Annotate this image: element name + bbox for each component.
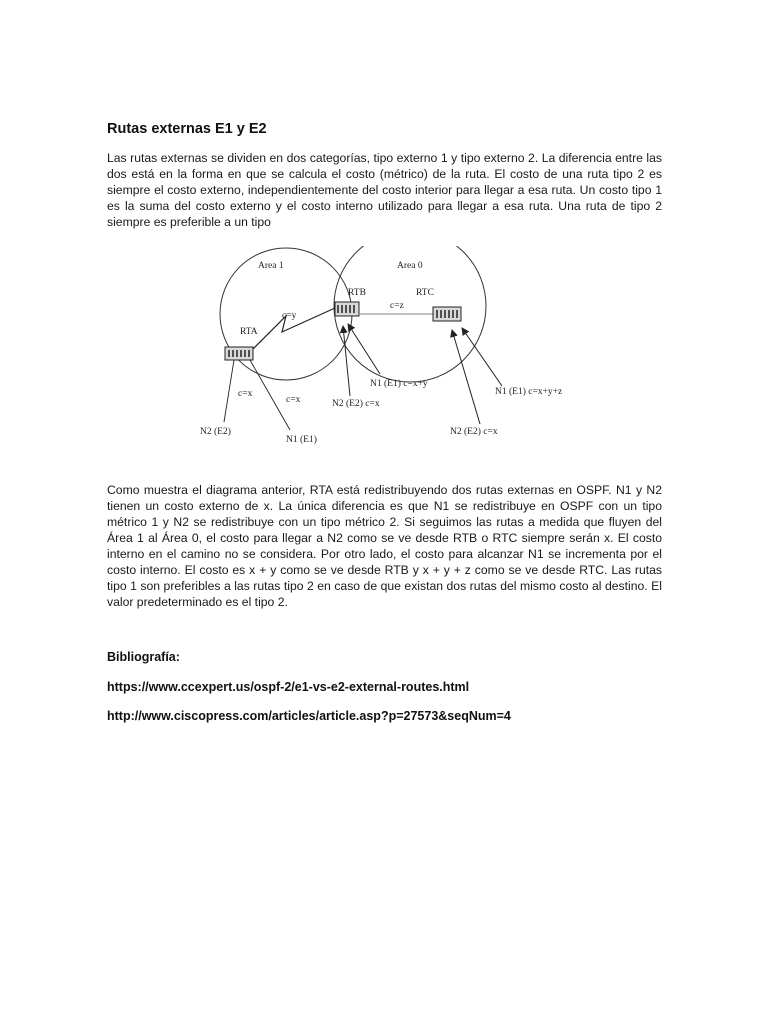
bibliography-link-ccexpert[interactable]: https://www.ccexpert.us/ospf-2/e1-vs-e2-external-routes.html — [107, 680, 470, 694]
n2-arrow-rtb — [343, 326, 350, 396]
rtb-label: RTB — [348, 288, 366, 298]
rtb-router-icon — [335, 302, 359, 316]
n1-line-rta — [250, 360, 290, 430]
cost-x-right-label: c=x — [286, 395, 301, 405]
rtc-label: RTC — [416, 288, 434, 298]
n2-rtc-label: N2 (E2) c=x — [450, 427, 498, 437]
rta-label: RTA — [240, 327, 258, 337]
cost-x-left-label: c=x — [238, 389, 253, 399]
intro-paragraph: Las rutas externas se dividen en dos categorías, tipo externo 1 y tipo externo 2. La diferencia entre las dos está en la forma en que se calcula el costo (métrico) de la ruta. El costo de una ruta tipo 2 es siempre el costo externo, independientemente del costo interior para llegar a esa ruta. Un costo tipo 1 es la suma del costo externo y el costo interno utilizado para llegar a esa ruta. Una ruta de tipo 2 siempre es preferible a un tipo — [107, 151, 662, 229]
ospf-external-routes-diagram — [190, 246, 590, 451]
rtc-router-icon — [433, 307, 461, 321]
cost-z-label: c=z — [390, 301, 404, 311]
n1-rtb-label: N1 (E1) c=x+y — [370, 379, 428, 389]
explanation-paragraph: Como muestra el diagrama anterior, RTA está redistribuyendo dos rutas externas en OSPF. N1 y N2 tienen un costo externo de x. La única diferencia es que N1 se redistribuye en OSPF con un tipo métrico 1 y N2 se redistribuye con un tipo métrico 2. Si seguimos las rutas a medida que fluyen del Área 1 al Área 0, el costo para llegar a N2 como se ve desde RTB o RTC siempre serán x. El costo interno en el camino no se considera. Por otro lado, el costo para alcanzar N1 se incrementa por el costo interno. El costo es x + y como se ve desde RTB y x + y + z como se ve desde RTC. Las rutas tipo 1 son preferibles a las rutas tipo 2 en caso de que existan dos rutas del mismo costo al destino. El valor predeterminado es el tipo 2. — [107, 483, 662, 609]
n2-rta-label: N2 (E2) — [200, 427, 231, 437]
bibliography-heading: Bibliografía: — [107, 650, 180, 664]
cost-y-label: c=y — [282, 311, 297, 321]
n1-rtc-label: N1 (E1) c=x+y+z — [495, 387, 563, 397]
rta-router-icon — [225, 347, 253, 360]
n2-rtb-label: N2 (E2) c=x — [332, 399, 380, 409]
bibliography-link-ciscopress[interactable]: http://www.ciscopress.com/articles/article.asp?p=27573&seqNum=4 — [107, 709, 511, 723]
area0-label: Area 0 — [397, 261, 423, 271]
n2-line-rta — [224, 360, 234, 422]
n1-rta-label: N1 (E1) — [286, 435, 317, 445]
n1-arrow-rtc — [462, 328, 502, 386]
area1-label: Area 1 — [258, 261, 284, 271]
document-title: Rutas externas E1 y E2 — [107, 121, 267, 137]
